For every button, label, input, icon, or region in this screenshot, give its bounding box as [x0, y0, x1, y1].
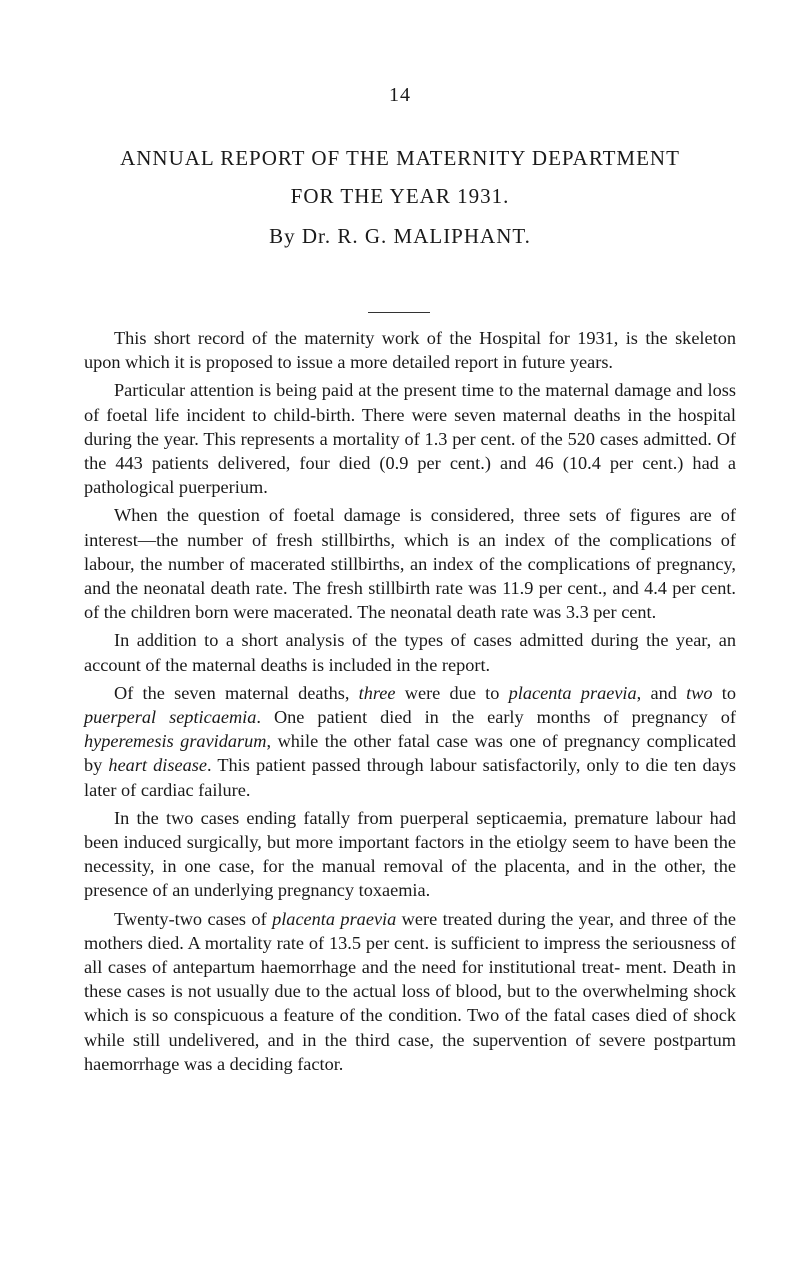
paragraph-1: This short record of the maternity work of the Hospital for 1931, is the skeleton upon which it is proposed to issue a more detailed report in future years.: [84, 328, 736, 373]
paragraph-5-text: Of the seven maternal deaths,: [114, 682, 359, 703]
paragraph-5-text: were due to: [395, 682, 509, 703]
paragraph-3: When the question of foetal damage is considered, three sets of figures are of interest—the number of fresh stillbirths, which is an index of the complications of labour, the number of macerated stillbirths, an index of the complications of pregnancy, and the neonatal death rate. The fresh stillbirth rate was 11.9 per cent., and 4.4 per cent. of the children born were macerated. The neonatal death rate was 3.3 per cent.: [84, 505, 736, 623]
paragraph-5-emphasis: hyperemesis gravidarum: [84, 731, 267, 752]
paragraph-7-text: Twenty-two cases of: [114, 908, 273, 929]
paragraph-5-text: , and: [636, 682, 687, 703]
paragraph-5: [84, 681, 736, 802]
paragraph-2: Particular attention is being paid at the present time to the maternal damage and loss of foetal life incident to child-birth. There were seven maternal deaths in the hospital during the year. This represents a mortality of 1.3 per cent. of the 520 cases admitted. Of the 443 patients delivered, four died (0.9 per cent.) and 46 (10.4 per cent.) had a pathological puerperium.: [84, 380, 736, 498]
report-body: [84, 326, 736, 1076]
paragraph-5-emphasis: heart disease: [108, 755, 207, 776]
report-title-line-2: FOR THE YEAR 1931.: [290, 184, 510, 208]
paragraph-7: [84, 907, 736, 1076]
paragraph-5-text: . One patient died in the early months of pregnancy of: [256, 707, 736, 728]
title-divider: [368, 312, 430, 313]
paragraph-4: In addition to a short analysis of the types of cases admitted during the year, an account of the maternal deaths is included in the report.: [84, 630, 736, 675]
paragraph-5-emphasis: puerperal septicaemia: [84, 707, 257, 728]
page-number: 14: [389, 84, 411, 106]
report-author: By Dr. R. G. MALIPHANT.: [269, 224, 531, 248]
paragraph-5-text: , while the other fatal case was one of pregnancy complicated by: [84, 731, 736, 776]
paragraph-5-text: . This patient passed through labour satisfactorily, only to die ten days later of cardiac failure.: [84, 755, 736, 800]
paragraph-5-emphasis: placenta praevia: [508, 682, 637, 703]
paragraph-6: In the two cases ending fatally from puerperal septicaemia, premature labour had been induced surgically, but more important factors in the etiolgy seem to have been the necessity, in one case, for the manual removal of the placenta, and in the other, the presence of an underlying pregnancy toxaemia.: [84, 807, 736, 901]
paragraph-7-text: were treated during the year, and three of the mothers died. A mortality rate of 13.5 per cent. is sufficient to impress the seriousness of all cases of antepartum haemorrhage and the need for institutional treat- ment. Death in these cases is not usually due to the actual loss of blood, but to the overwhelming shock which is so conspicuous a feature of the condition. Two of the fatal cases died of shock while still undelivered, and in the third case, the supervention of severe postpartum haemorrhage was a deciding factor.: [84, 908, 736, 1074]
paragraph-5-emphasis: three: [358, 682, 396, 703]
paragraph-5-text: to: [712, 682, 736, 703]
report-title-line-1: ANNUAL REPORT OF THE MATERNITY DEPARTMENT: [120, 146, 680, 170]
paragraph-5-emphasis: two: [686, 682, 713, 703]
paragraph-7-emphasis: placenta praevia: [272, 908, 397, 929]
report-header: [0, 142, 800, 252]
